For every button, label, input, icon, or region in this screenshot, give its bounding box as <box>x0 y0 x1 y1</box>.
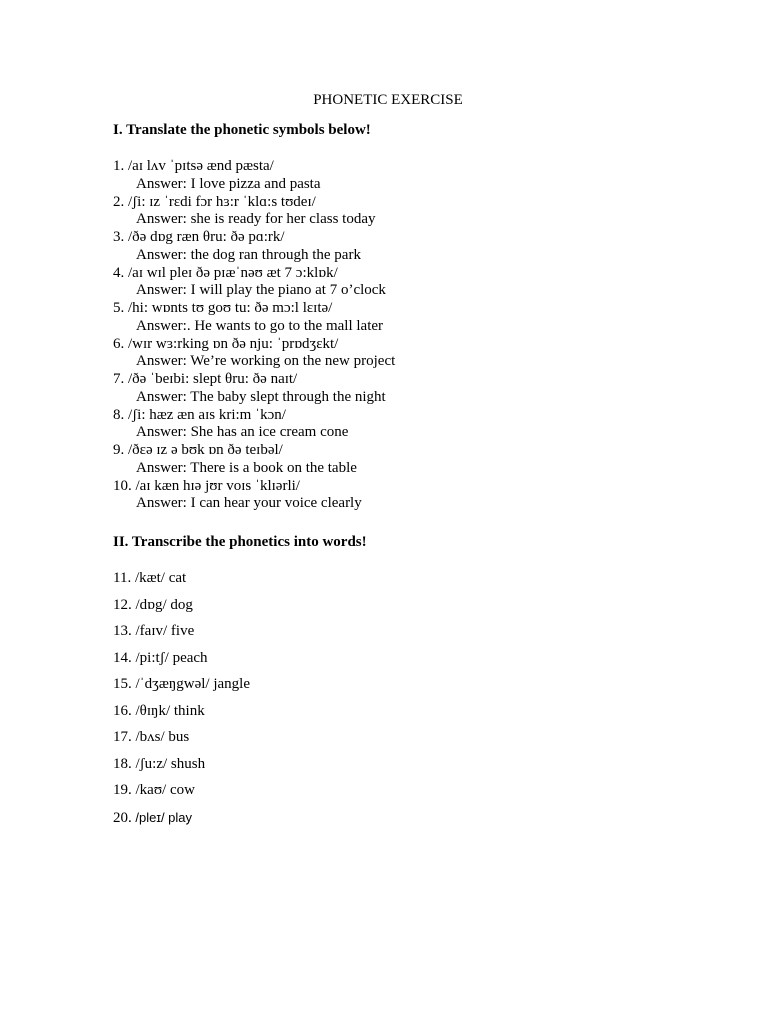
item-number: 8. <box>113 406 125 423</box>
list-item <box>113 442 395 460</box>
item-number: 9. <box>113 442 125 458</box>
item-number: 18. <box>113 755 132 772</box>
phonetic-text: /aɪ lʌv ˈpɪtsə ænd pæsta/ <box>128 158 274 174</box>
transcription-text: /faɪv/ five <box>135 623 195 639</box>
item-number: 19. <box>113 782 132 798</box>
item-number: 1. <box>113 158 125 174</box>
list-item <box>113 265 395 283</box>
list-item <box>113 622 250 649</box>
item-number: 5. <box>113 300 125 316</box>
list-item <box>113 675 250 702</box>
phonetic-text: /ðə ˈbeɪbi: slept θru: ðə naɪt/ <box>128 371 298 387</box>
list-item <box>113 407 395 425</box>
item-number: 14. <box>113 649 132 666</box>
section-2-heading: II. Transcribe the phonetics into words! <box>113 534 367 550</box>
item-number: 17. <box>113 729 132 745</box>
answer-text: Answer: The baby slept through the night <box>136 388 386 405</box>
phonetic-text: /ðə dɒg ræn θru: ðə pɑ:rk/ <box>128 229 285 245</box>
answer-text: Answer: I can hear your voice clearly <box>136 495 362 512</box>
answer-text: Answer: she is ready for her class today <box>136 211 376 228</box>
list-item <box>113 808 250 835</box>
transcription-text: /dɒg/ dog <box>135 596 193 613</box>
item-number: 15. <box>113 676 132 692</box>
answer-text: Answer: the dog ran through the park <box>136 246 361 263</box>
list-item <box>113 569 250 596</box>
item-number: 16. <box>113 702 132 719</box>
list-item <box>113 781 250 808</box>
page-title: PHONETIC EXERCISE <box>313 92 463 108</box>
item-number: 3. <box>113 229 125 245</box>
list-item <box>113 300 395 318</box>
phonetic-text: /hi: wɒnts tʊ goʊ tu: ðə mɔ:l lɛɪtə/ <box>128 300 333 316</box>
phonetic-text: /ʃi: hæz æn aɪs kri:m ˈkɔn/ <box>128 406 286 423</box>
transcription-text: /kaʊ/ cow <box>135 782 195 798</box>
item-number: 20. <box>113 809 132 826</box>
list-item <box>113 194 395 212</box>
item-number: 2. <box>113 193 125 210</box>
transcription-text: /θɪŋk/ think <box>135 702 205 719</box>
transcription-text: /ˈdʒæŋgwəl/ jangle <box>135 676 250 692</box>
answer-text: Answer: She has an ice cream cone <box>136 424 349 441</box>
answer-text: Answer: There is a book on the table <box>136 459 357 476</box>
list-item <box>113 158 395 176</box>
list-item <box>113 371 395 389</box>
answer-text: Answer: I will play the piano at 7 o’clock <box>136 282 386 299</box>
item-number: 4. <box>113 264 125 281</box>
translation-list <box>113 158 395 513</box>
phonetic-text: /aɪ wɪl pleɪ ðə pɪæˈnəʊ æt 7 ɔ:klɒk/ <box>128 264 338 281</box>
section-1-heading: I. Translate the phonetic symbols below! <box>113 122 371 138</box>
item-number: 11. <box>113 570 132 586</box>
list-item <box>113 229 395 247</box>
item-number: 12. <box>113 596 132 613</box>
list-item <box>113 702 250 729</box>
transcription-text: /pleɪ/ play <box>135 809 193 825</box>
list-item <box>113 755 250 782</box>
list-item <box>113 649 250 676</box>
phonetic-text: /aɪ kæn hɪə jʊr voɪs ˈklɪərli/ <box>135 477 300 494</box>
transcription-text: /pi:tʃ/ peach <box>135 649 208 666</box>
item-number: 6. <box>113 335 125 352</box>
item-number: 13. <box>113 623 132 639</box>
answer-text: Answer: We’re working on the new project <box>136 353 396 370</box>
list-item <box>113 728 250 755</box>
item-number: 7. <box>113 371 125 387</box>
list-item <box>113 478 395 496</box>
answer-text: Answer:. He wants to go to the mall later <box>136 317 384 334</box>
transcription-text: /ʃu:z/ shush <box>135 755 206 772</box>
phonetic-text: /ðɛə ɪz ə bʊk ɒn ðə teɪbəl/ <box>128 442 283 458</box>
item-number: 10. <box>113 477 132 494</box>
answer-text: Answer: I love pizza and pasta <box>136 175 321 192</box>
list-item <box>113 596 250 623</box>
phonetic-text: /ʃi: ɪz ˈrɛdi fɔr hɜ:r ˈklɑ:s tʊdeɪ/ <box>128 193 316 210</box>
phonetic-text: /wɪr wɜ:rking ɒn ðə nju: ˈprɒdʒɛkt/ <box>128 335 339 352</box>
transcription-text: /kæt/ cat <box>134 570 187 586</box>
transcription-text: /bʌs/ bus <box>135 729 190 745</box>
transcription-list <box>113 569 250 834</box>
list-item <box>113 336 395 354</box>
